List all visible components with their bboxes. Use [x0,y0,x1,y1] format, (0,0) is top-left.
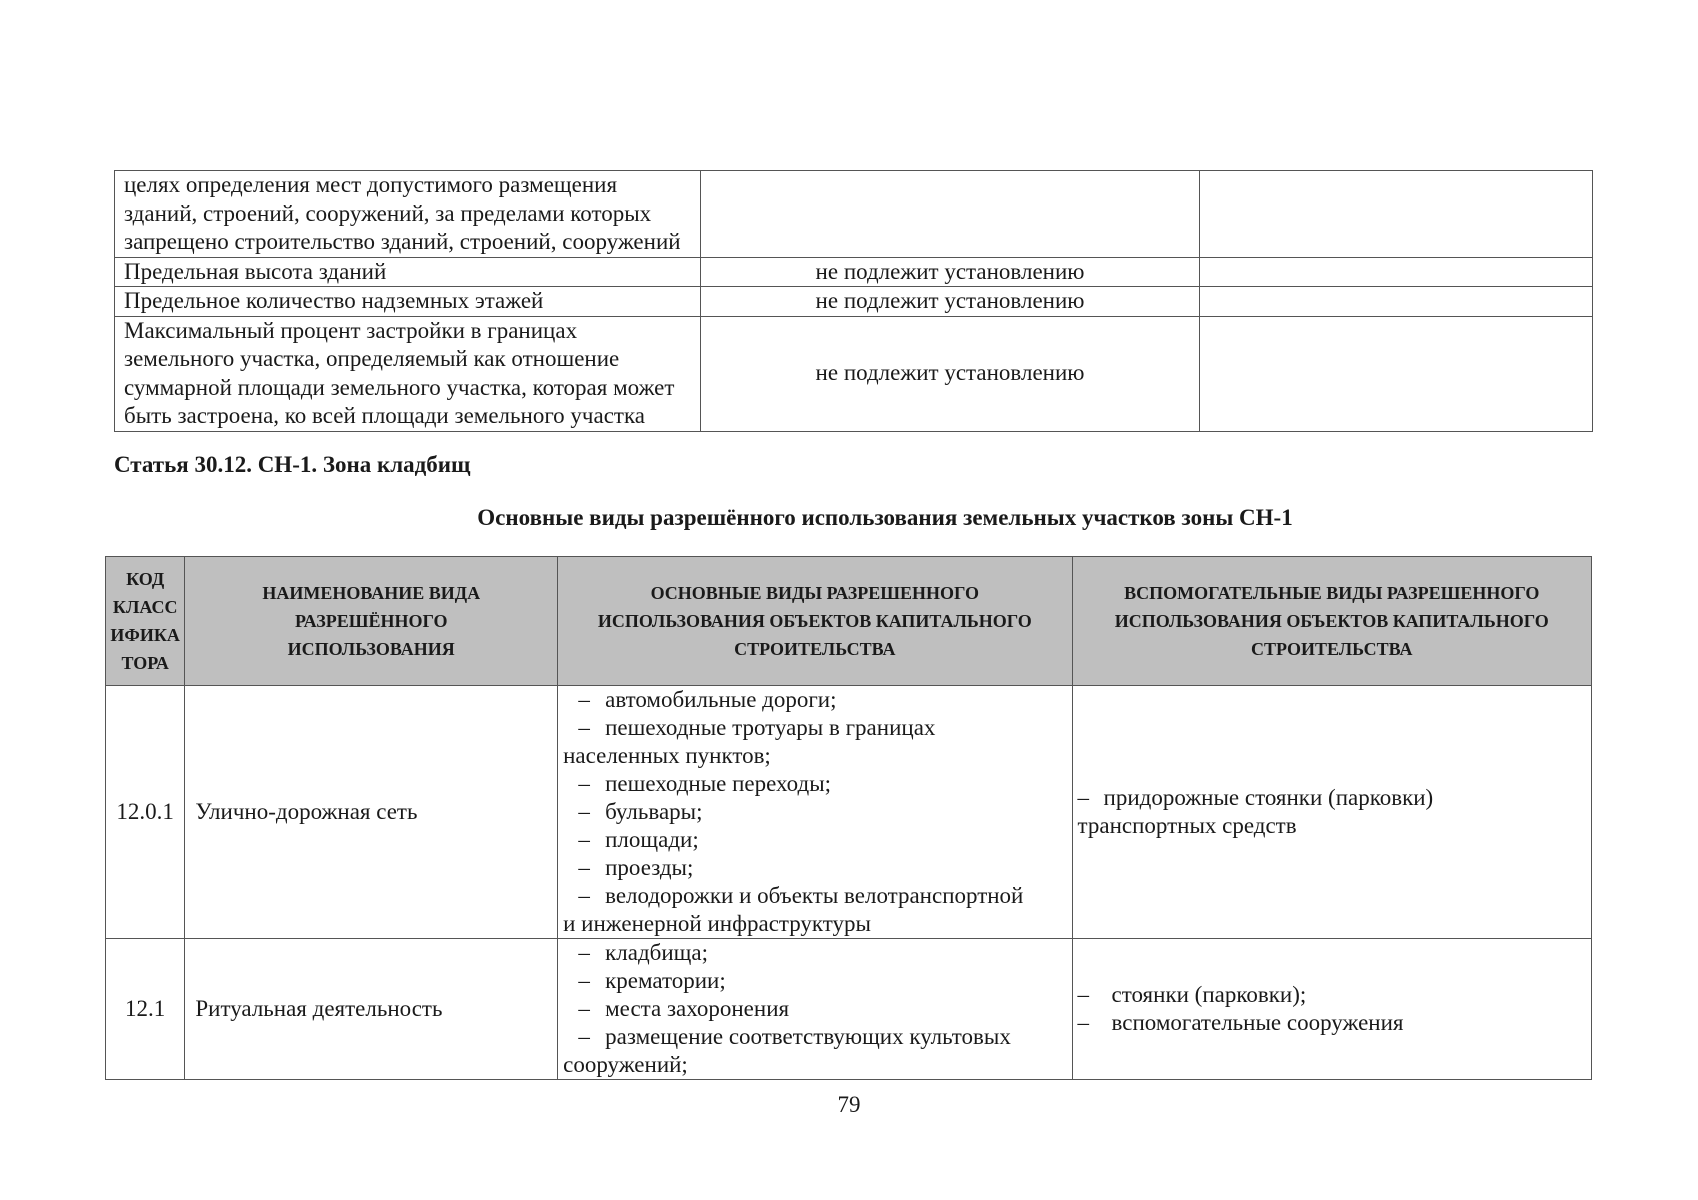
dash-bullet: – [578,771,590,796]
header-main-uses [558,557,1072,686]
table-row [106,939,1592,1080]
param-note [1200,257,1593,287]
header-line: ТОРА [121,653,169,673]
header-line: ВСПОМОГАТЕЛЬНЫЕ ВИДЫ РАЗРЕШЕННОГО [1124,583,1540,603]
param-note [1200,316,1593,431]
header-row [106,557,1592,686]
dash-bullet: – [578,1024,590,1049]
list-item-text: крематории; [605,968,726,993]
header-line: ИСПОЛЬЗОВАНИЯ ОБЪЕКТОВ КАПИТАЛЬНОГО [1114,611,1549,631]
dash-bullet: – [578,715,590,740]
list-item-text: кладбища; [605,940,708,965]
list-item [563,995,1066,1023]
list-item-text: проезды; [605,855,694,880]
list-item-continuation: сооружений; [563,1052,688,1077]
auxiliary-uses-cell [1072,939,1591,1080]
dash-bullet: – [578,996,590,1021]
dash-bullet: – [578,687,590,712]
list-item [563,854,1066,882]
dash-bullet: – [578,968,590,993]
list-item [563,798,1066,826]
param-label [115,316,701,431]
page-number: 79 [837,1092,861,1117]
list-item-text: пешеходные переходы; [605,771,832,796]
param-label [115,257,701,287]
header-auxiliary-uses [1072,557,1591,686]
list-item [1078,981,1586,1009]
list-item [563,967,1066,995]
list-item [563,686,1066,714]
header-use-name [185,557,558,686]
param-label-line: зданий, строений, сооружений, за пределами которых [124,200,652,226]
list-item-text: площади; [605,827,699,852]
param-label-line: запрещено строительство зданий, строений, сооружений [124,229,681,254]
header-line: ИФИКА [110,625,180,645]
param-note [1200,287,1593,317]
list-item [1078,1009,1586,1037]
classifier-code: 12.1 [106,939,185,1080]
list-item [563,826,1066,854]
list-item-text: автомобильные дороги; [605,687,837,712]
list-item-text: стоянки (парковки); [1111,982,1307,1007]
use-name: Улично-дорожная сеть [185,686,558,939]
parameters-table [114,170,1593,432]
list-item [563,939,1066,967]
params-row [115,316,1593,431]
list-item-text: велодорожки и объекты велотранспортной [605,883,1024,908]
dash-bullet: – [1077,1010,1090,1035]
dash-bullet: – [578,940,590,965]
list-item-text: места захоронения [605,996,790,1021]
dash-bullet: – [578,883,590,908]
header-line: ИСПОЛЬЗОВАНИЯ ОБЪЕКТОВ КАПИТАЛЬНОГО [597,611,1032,631]
dash-bullet: – [1077,785,1090,810]
classifier-code: 12.0.1 [106,686,185,939]
header-line: КОД [126,569,165,589]
list-item [563,770,1066,798]
list-item [563,882,1066,910]
param-value: не подлежит установлению [701,287,1200,317]
auxiliary-uses-cell [1072,686,1591,939]
param-label-line: целях определения мест допустимого размещения [124,172,618,197]
permitted-uses-table [105,556,1592,1080]
param-label-line: земельного участка, определяемый как отношение [124,346,620,371]
header-line: КЛАСС [112,597,178,617]
use-name: Ритуальная деятельность [185,939,558,1080]
params-row [115,171,1593,258]
params-row [115,287,1593,317]
list-item [563,1023,1066,1051]
param-value: не подлежит установлению [701,316,1200,431]
list-item-text: размещение соответствующих культовых [605,1024,1011,1049]
header-line: ОСНОВНЫЕ ВИДЫ РАЗРЕШЕННОГО [650,583,980,603]
main-uses-cell [558,686,1072,939]
list-item-text: бульвары; [605,799,703,824]
table-row [106,686,1592,939]
list-item-continuation: и инженерной инфраструктуры [563,911,872,936]
list-item-continuation: транспортных средств [1077,813,1297,838]
header-line: СТРОИТЕЛЬСТВА [734,639,896,659]
dash-bullet: – [578,799,590,824]
table-caption: Основные виды разрешённого использования земельных участков зоны СН-1 [477,505,1293,530]
header-line: РАЗРЕШЁННОГО [294,611,448,631]
param-note [1200,171,1593,258]
param-label [115,171,701,258]
param-value: не подлежит установлению [701,257,1200,287]
list-item-text: придорожные стоянки (парковки) [1103,785,1434,810]
param-label [115,287,701,317]
list-item-continuation: населенных пунктов; [563,743,771,768]
param-label-line: Предельное количество надземных этажей [124,288,544,313]
header-line: СТРОИТЕЛЬСТВА [1251,639,1413,659]
param-value [701,171,1200,258]
dash-bullet: – [1077,982,1090,1007]
list-item [1078,784,1586,812]
param-label-line: Максимальный процент застройки в границах [124,317,578,343]
params-row [115,257,1593,287]
param-label-line: суммарной площади земельного участка, которая может [124,374,675,400]
param-label-line: Предельная высота зданий [124,258,387,284]
list-item-text: пешеходные тротуары в границах [605,715,936,740]
main-uses-cell [558,939,1072,1080]
list-item [563,714,1066,742]
header-line: ИСПОЛЬЗОВАНИЯ [287,639,455,659]
header-classifier-code [106,557,185,686]
list-item-text: вспомогательные сооружения [1111,1010,1404,1035]
article-title: Статья 30.12. СН-1. Зона кладбищ [114,452,471,477]
dash-bullet: – [578,827,590,852]
dash-bullet: – [578,855,590,880]
param-label-line: быть застроена, ко всей площади земельного участка [124,403,646,428]
header-line: НАИМЕНОВАНИЕ ВИДА [262,583,481,603]
